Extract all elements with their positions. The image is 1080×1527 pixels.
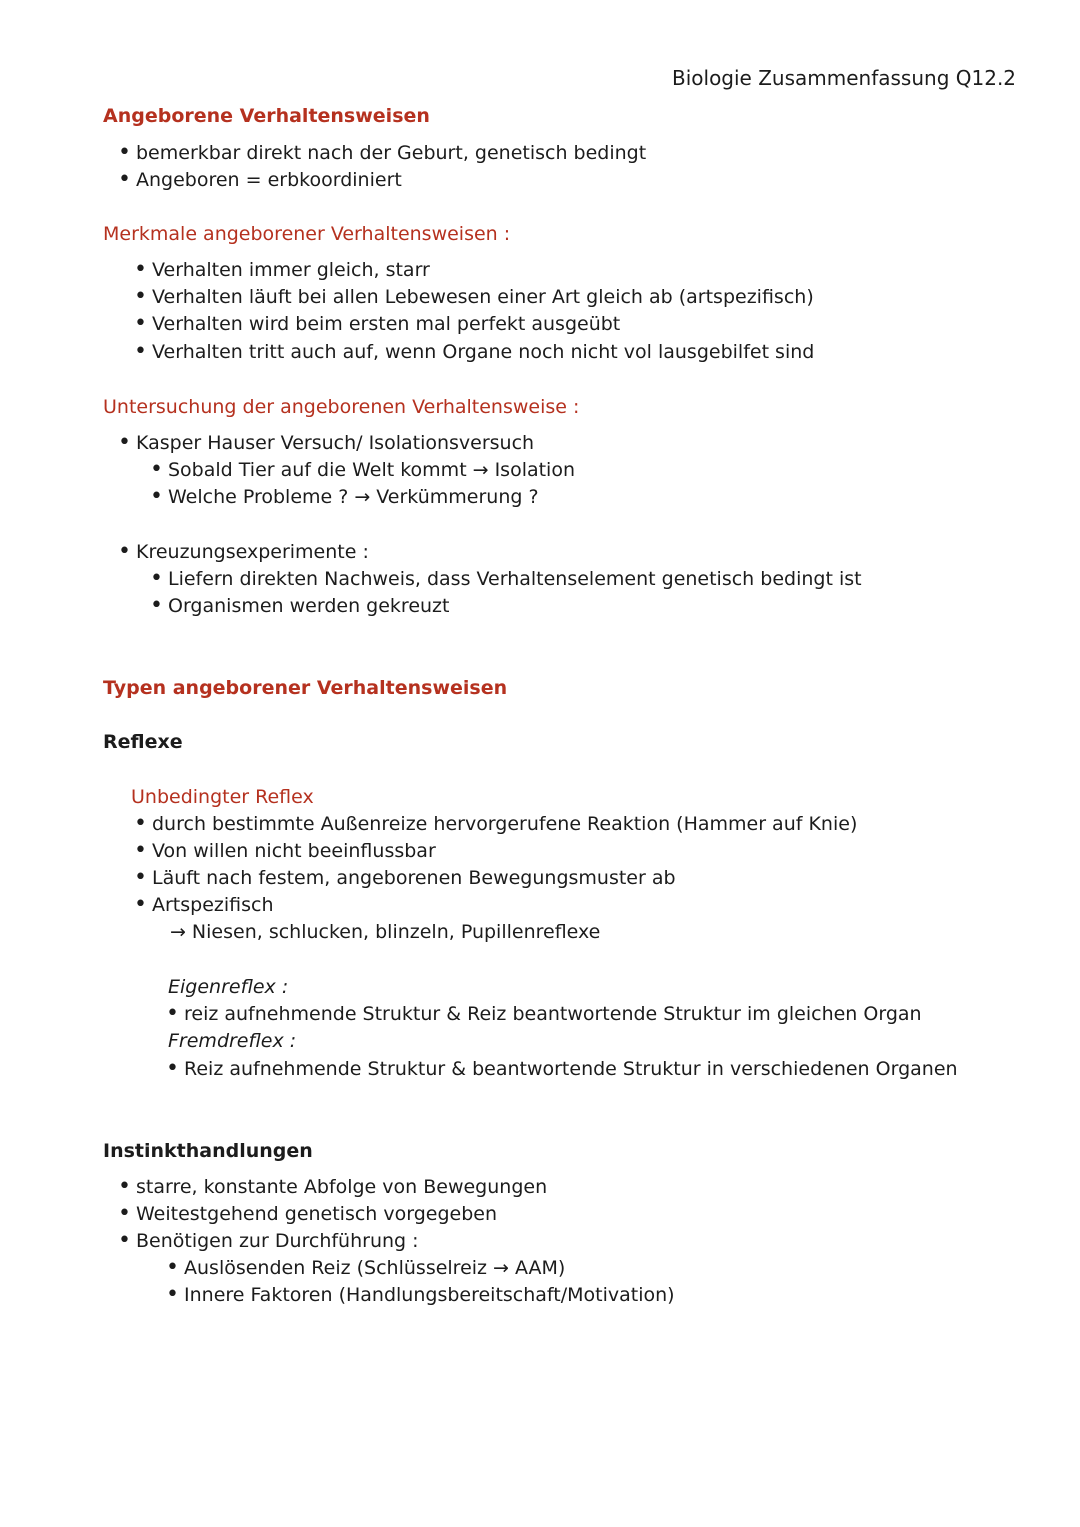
right-arrow-icon: → [472,459,489,481]
subheading-reflexe: Reflexe [103,731,183,753]
list-item-text: AAM) [514,1257,566,1279]
fremdreflex-title: Fremdreflex : [168,1030,297,1052]
list-item: • Artspezifisch [152,893,274,917]
list-item: • Läuft nach festem, angeborenen Bewegungsmuster ab [152,866,676,890]
example-line [170,920,600,944]
section-title-angeborene: Angeborene Verhaltensweisen [103,105,430,127]
list-item: • Von willen nicht beeinflussbar [152,839,436,863]
page-header: Biologie Zusammenfassung Q12.2 [672,66,1017,90]
eigenreflex-title: Eigenreflex : [168,976,289,998]
list-item: • Verhalten wird beim ersten mal perfekt ausgeübt [152,312,620,336]
list-item: • Benötigen zur Durchführung : [136,1229,419,1253]
list-item: • Organismen werden gekreuzt [168,594,449,618]
list-item: • bemerkbar direkt nach der Geburt, genetisch bedingt [136,141,646,165]
list-item: • Weitestgehend genetisch vorgegeben [136,1202,497,1226]
list-item: • Angeboren = erbkoordiniert [136,168,402,192]
list-item-text: Isolation [494,459,576,481]
section-title-typen: Typen angeborener Verhaltensweisen [103,677,508,699]
list-item-text: Auslösenden Reiz (Schlüsselreiz [184,1257,488,1279]
list-item [168,485,539,509]
list-item: • Kasper Hauser Versuch/ Isolationsversuch [136,431,534,455]
right-arrow-icon: → [170,921,186,943]
list-item: • reiz aufnehmende Struktur & Reiz beantwortende Struktur im gleichen Organ [184,1002,922,1026]
right-arrow-icon: → [493,1257,509,1279]
subheading-instinkthandlungen: Instinkthandlungen [103,1140,313,1162]
list-item-text: Welche Probleme ? [168,486,349,508]
list-item: • Verhalten immer gleich, starr [152,258,430,282]
list-item [168,458,575,482]
list-item: • Liefern direkten Nachweis, dass Verhaltenselement genetisch bedingt ist [168,567,862,591]
list-item-text: Verkümmerung ? [376,486,539,508]
list-item: • starre, konstante Abfolge von Bewegungen [136,1175,547,1199]
list-item: • Verhalten läuft bei allen Lebewesen einer Art gleich ab (artspezifisch) [152,285,814,309]
list-item-text: Sobald Tier auf die Welt kommt [168,459,467,481]
section-title-merkmale: Merkmale angeborener Verhaltensweisen : [103,223,511,245]
right-arrow-icon: → [354,486,371,508]
list-item: • Verhalten tritt auch auf, wenn Organe noch nicht vol lausgebilfet sind [152,340,814,364]
list-item: • durch bestimmte Außenreize hervorgerufene Reaktion (Hammer auf Knie) [152,812,857,836]
subheading-unbedingter-reflex: Unbedingter Reflex [131,786,314,808]
list-item [184,1256,565,1280]
list-item: • Innere Faktoren (Handlungsbereitschaft/Motivation) [184,1283,675,1307]
section-title-untersuchung: Untersuchung der angeborenen Verhaltensweise : [103,396,580,418]
list-item: • Kreuzungsexperimente : [136,540,369,564]
list-item: • Reiz aufnehmende Struktur & beantwortende Struktur in verschiedenen Organen [184,1057,958,1081]
example-text: Niesen, schlucken, blinzeln, Pupillenreflexe [191,921,601,943]
